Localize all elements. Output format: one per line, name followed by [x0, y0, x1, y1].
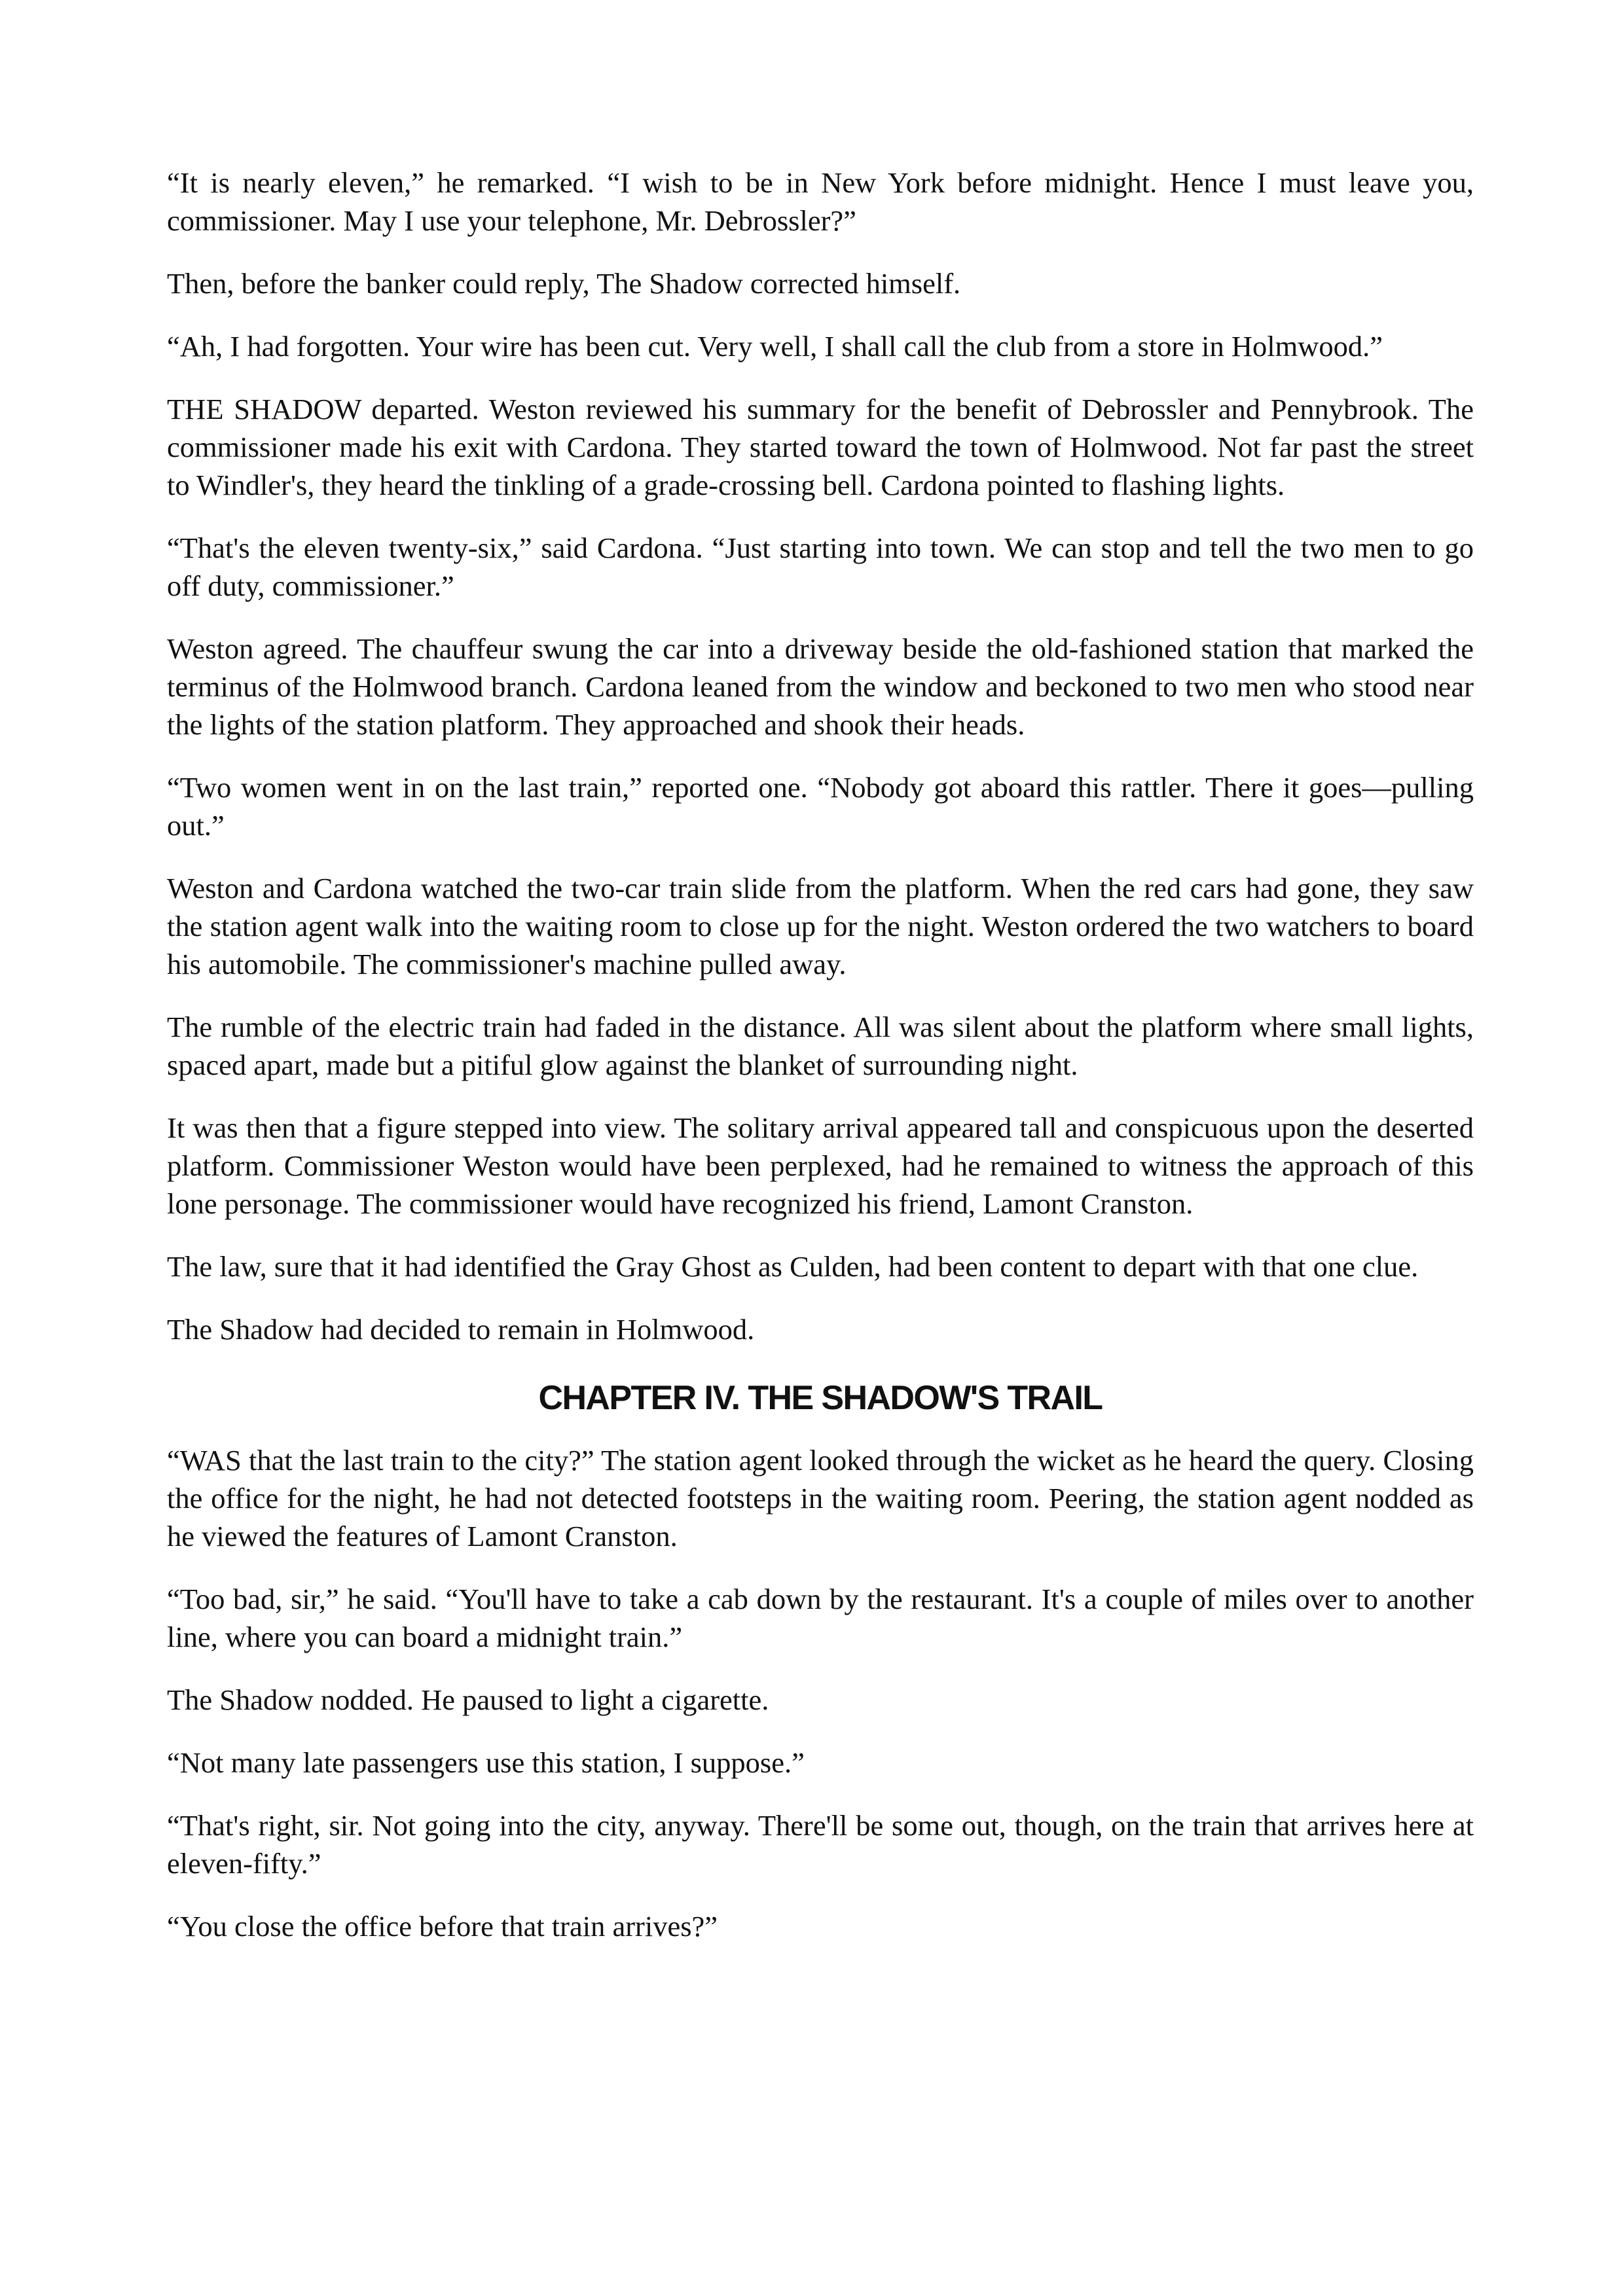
paragraph: Weston agreed. The chauffeur swung the car into a driveway beside the old-fashioned station that marked the terminus of the Holmwood branch. Cardona leaned from the window and beckoned to two men who stood near the lights of the station platform. They approached and shook their heads.	[167, 632, 1474, 741]
text-after-chapter	[167, 1441, 1474, 1945]
paragraph: “You close the office before that train arrives?”	[167, 1910, 718, 1943]
paragraph: The rumble of the electric train had faded in the distance. All was silent about the platform where small lights, spaced apart, made but a pitiful glow against the blanket of surrounding night.	[167, 1011, 1474, 1081]
paragraph: “Not many late passengers use this station, I suppose.”	[167, 1746, 805, 1779]
paragraph: “Two women went in on the last train,” reported one. “Nobody got aboard this rattler. There it goes—pulling out.”	[167, 771, 1474, 842]
paragraph: The law, sure that it had identified the Gray Ghost as Culden, had been content to depart with that one clue.	[167, 1250, 1419, 1283]
paragraph: It was then that a figure stepped into view. The solitary arrival appeared tall and conspicuous upon the deserted platform. Commissioner Weston would have been perplexed, had he remained to witness the approach of this lone personage. The commissioner would have recognized his friend, Lamont Cranston.	[167, 1111, 1474, 1220]
paragraph: THE SHADOW departed. Weston reviewed his summary for the benefit of Debrossler and Pennybrook. The commissioner made his exit with Cardona. They started toward the town of Holmwood. Not far past the street to Windler's, they heard the tinkling of a grade-crossing bell. Cardona pointed to flashing lights.	[167, 393, 1474, 501]
chapter-heading: CHAPTER IV. THE SHADOW'S TRAIL	[538, 1379, 1103, 1417]
paragraph: Then, before the banker could reply, The Shadow corrected himself.	[167, 267, 961, 300]
paragraph: “Ah, I had forgotten. Your wire has been cut. Very well, I shall call the club from a store in Holmwood.”	[167, 330, 1383, 363]
paragraph: “It is nearly eleven,” he remarked. “I wish to be in New York before midnight. Hence I must leave you, commissioner. May I use your telephone, Mr. Debrossler?”	[167, 166, 1474, 237]
paragraph: “That's the eleven twenty-six,” said Cardona. “Just starting into town. We can stop and tell the two men to go off duty, commissioner.”	[167, 531, 1474, 602]
paragraph: The Shadow nodded. He paused to light a cigarette.	[167, 1683, 769, 1716]
paragraph: “That's right, sir. Not going into the city, anyway. There'll be some out, though, on the train that arrives here at eleven-fifty.”	[167, 1809, 1474, 1880]
paragraph: “WAS that the last train to the city?” The station agent looked through the wicket as he heard the query. Closing the office for the night, he had not detected footsteps in the waiting room. Peering, the station agent nodded as he viewed the features of Lamont Cranston.	[167, 1444, 1474, 1552]
paragraph: The Shadow had decided to remain in Holmwood.	[167, 1313, 755, 1346]
paragraph: Weston and Cardona watched the two-car train slide from the platform. When the red cars had gone, they saw the station agent walk into the waiting room to close up for the night. Weston ordered the two watchers to board his automobile. The commissioner's machine pulled away.	[167, 872, 1474, 980]
paragraph: “Too bad, sir,” he said. “You'll have to take a cab down by the restaurant. It's a couple of miles over to another line, where you can board a midnight train.”	[167, 1583, 1474, 1653]
text-before-chapter	[167, 164, 1474, 1348]
